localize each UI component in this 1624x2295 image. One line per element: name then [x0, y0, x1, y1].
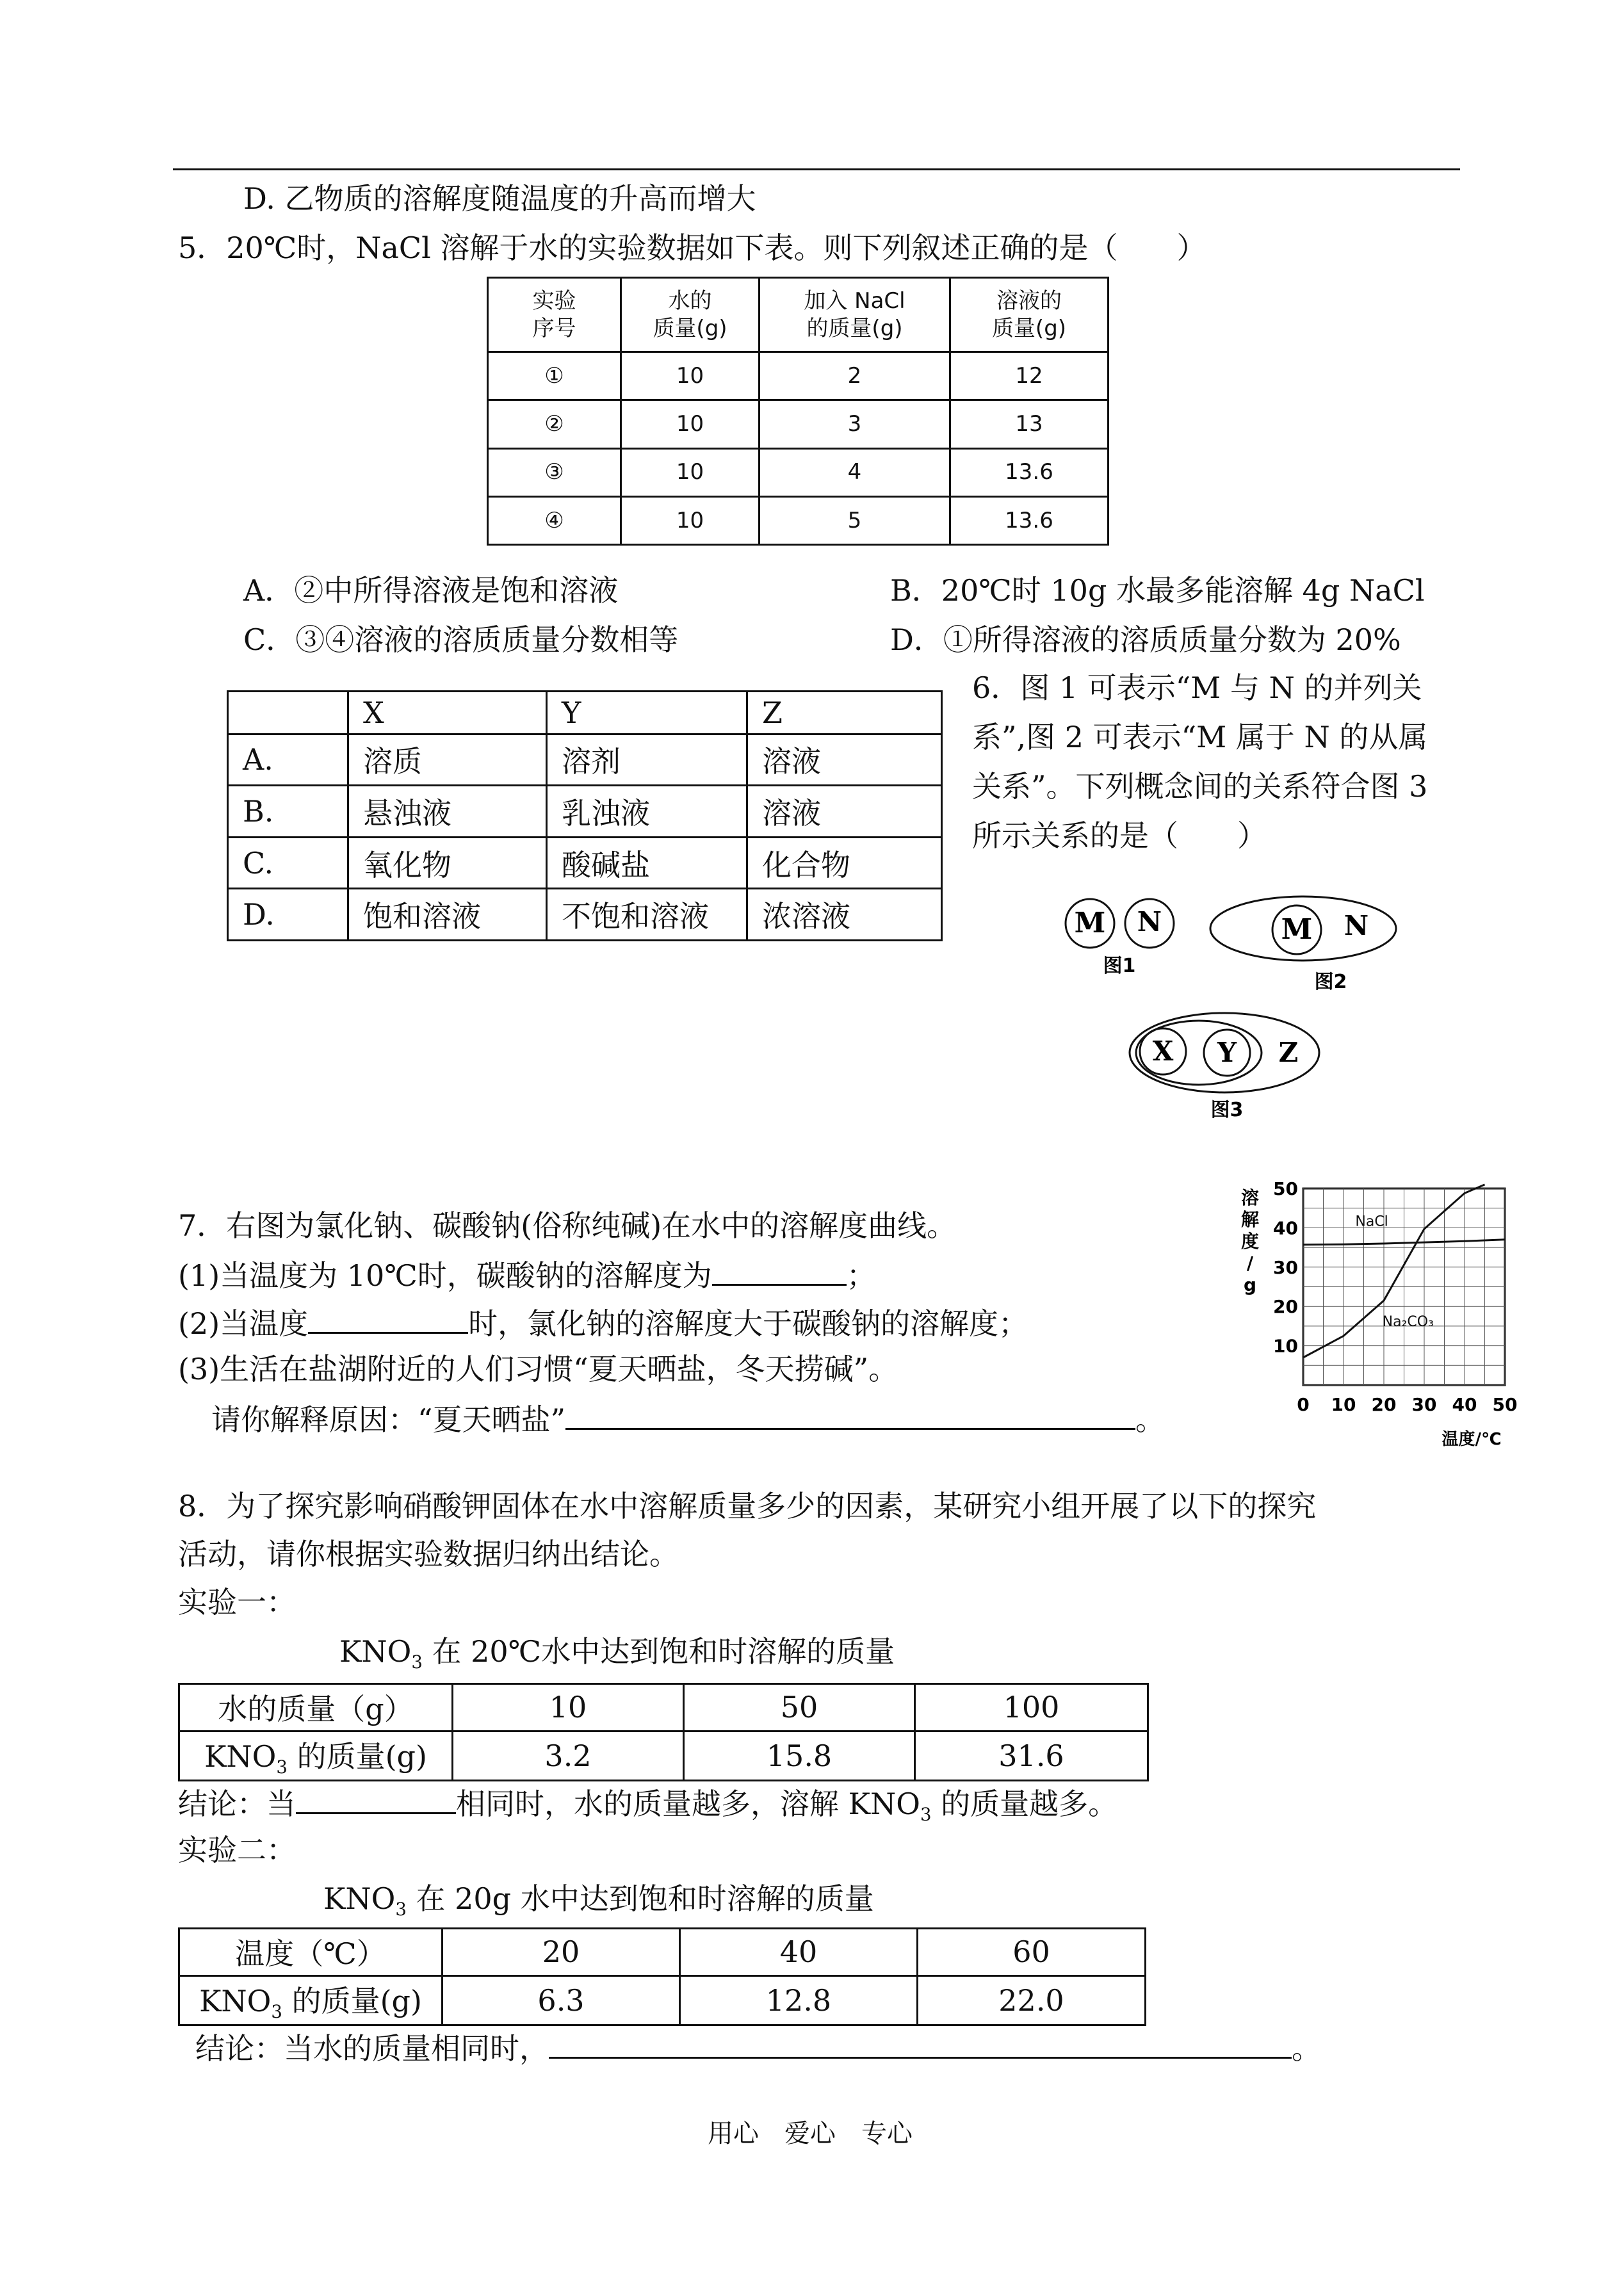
exp1-cell: 31.6 — [915, 1731, 1148, 1780]
q6-cell: 溶液 — [747, 734, 942, 786]
q5-table — [487, 277, 1109, 546]
q5-option-b[interactable]: B．20℃时 10g 水最多能溶解 4g NaCl — [890, 573, 1425, 608]
q8-exp1-conclusion — [178, 1784, 1117, 1825]
q6-figures — [1050, 884, 1498, 1140]
exp2-cell: 20 — [443, 1929, 680, 1976]
q6-cell: 溶剂 — [547, 734, 747, 786]
q5-option-d[interactable]: D．①所得溶液的溶质质量分数为 20% — [890, 622, 1401, 657]
series-line-na2co3 — [1303, 1185, 1485, 1358]
header-rule — [173, 168, 1460, 170]
x-tick-label: 0 — [1297, 1394, 1310, 1415]
q6-cell: 化合物 — [747, 837, 942, 889]
concl-text: 的质量越多。 — [931, 1787, 1118, 1821]
q7-p1-text: (1)当温度为 10℃时，碳酸钠的溶解度为 — [178, 1258, 712, 1293]
q5-cell: ① — [488, 352, 621, 400]
q6-cell: C. — [228, 837, 348, 889]
exp2-row-label — [179, 1975, 443, 2025]
q7-answer-blank-3[interactable] — [565, 1400, 1135, 1430]
q5-header: 加入 NaCl 的质量(g) — [759, 278, 950, 352]
q7-part-3: (3)生活在盐湖附近的人们习惯“夏天晒盐，冬天捞碱”。 — [178, 1352, 898, 1386]
q6-stem-line: 关系”。下列概念间的关系符合图 3 — [972, 769, 1428, 804]
figure-2 — [1210, 896, 1396, 993]
exp2-row-label: 温度（℃） — [179, 1929, 443, 1976]
label-text: 的质量(g) — [287, 1739, 427, 1774]
chart-ylabel: 溶解度/ g — [1240, 1187, 1260, 1295]
q6-header — [228, 692, 348, 734]
q5-cell: ② — [488, 400, 621, 448]
q5-cell: 13 — [950, 400, 1108, 448]
q5-stem: 5．20℃时，NaCl 溶解于水的实验数据如下表。则下列叙述正确的是（ ） — [178, 231, 1206, 265]
q8-exp1-label: 实验一： — [178, 1585, 296, 1619]
x-tick-label: 20 — [1371, 1394, 1397, 1415]
q5-cell: 10 — [621, 496, 759, 544]
q7-p1-end: ； — [846, 1258, 876, 1293]
q5-header: 溶液的 质量(g) — [950, 278, 1108, 352]
y-tick-label: 10 — [1273, 1335, 1298, 1357]
exp2-cell: 22.0 — [918, 1975, 1146, 2025]
caption-text: 在 20℃水中达到饱和时溶解的质量 — [422, 1634, 895, 1669]
caption-formula: KNO — [323, 1881, 396, 1916]
q5-cell: 10 — [621, 352, 759, 400]
q5-option-a[interactable]: A．②中所得溶液是饱和溶液 — [243, 573, 619, 608]
q8-answer-blank-2[interactable] — [549, 2029, 1292, 2059]
caption-formula: KNO — [339, 1634, 412, 1669]
q8-exp2-caption — [323, 1881, 874, 1920]
series-label: Na₂CO₃ — [1382, 1313, 1434, 1330]
exp1-cell: 3.2 — [453, 1731, 684, 1780]
q6-stem-line: 系”,图 2 可表示“M 属于 N 的从属 — [972, 720, 1428, 754]
q6-cell: D. — [228, 889, 348, 941]
q7-stem: 7．右图为氯化钠、碳酸钠(俗称纯碱)在水中的溶解度曲线。 — [178, 1208, 957, 1243]
concl-text: 结论：当 — [178, 1787, 296, 1821]
q8-exp2-conclusion — [195, 2029, 1321, 2066]
fig1-n: N — [1137, 906, 1162, 937]
q8-exp2-label: 实验二： — [178, 1833, 296, 1867]
concl-text: 相同时，水的质量越多，溶解 KNO — [456, 1787, 920, 1821]
exp1-row-label: 水的质量（g） — [179, 1684, 453, 1731]
x-tick-label: 10 — [1331, 1394, 1356, 1415]
q7-part-1 — [178, 1256, 876, 1293]
fig1-label: 图1 — [1103, 955, 1136, 977]
exp2-cell: 12.8 — [680, 1975, 918, 2025]
q5-header: 水的 质量(g) — [621, 278, 759, 352]
q6-header: X — [348, 692, 547, 734]
figure-3 — [1130, 1013, 1319, 1121]
q6-stem-line: 6．图 1 可表示“M 与 N 的并列关 — [972, 670, 1422, 705]
q6-table — [227, 690, 943, 941]
q6-cell: 酸碱盐 — [547, 837, 747, 889]
q5-cell: 3 — [759, 400, 950, 448]
q6-cell: 溶质 — [348, 734, 547, 786]
y-tick-label: 30 — [1273, 1256, 1298, 1278]
q7-p4-text: 请你解释原因：“夏天晒盐” — [211, 1402, 566, 1437]
exp2-cell: 6.3 — [443, 1975, 680, 2025]
exp2-cell: 60 — [918, 1929, 1146, 1976]
fig2-m: M — [1281, 913, 1313, 946]
q5-cell: 13.6 — [950, 448, 1108, 496]
chart-xlabel: 温度/℃ — [1441, 1430, 1502, 1449]
q8-exp1-caption — [339, 1634, 895, 1673]
q6-cell: 氧化物 — [348, 837, 547, 889]
exp1-row-label — [179, 1731, 453, 1780]
q4-option-d: D. 乙物质的溶解度随温度的升高而增大 — [243, 181, 756, 216]
q8-exp1-table — [178, 1683, 1149, 1781]
q6-cell: A. — [228, 734, 348, 786]
q5-cell: ③ — [488, 448, 621, 496]
q6-header: Y — [547, 692, 747, 734]
caption-text: 在 20g 水中达到饱和时溶解的质量 — [406, 1881, 874, 1916]
q6-cell: 溶液 — [747, 786, 942, 838]
fig1-m: M — [1074, 907, 1106, 939]
q8-stem-line: 活动，请你根据实验数据归纳出结论。 — [178, 1537, 679, 1571]
fig3-z: Z — [1278, 1037, 1299, 1068]
q6-cell: 乳浊液 — [547, 786, 747, 838]
solubility-chart — [1236, 1177, 1518, 1452]
q7-answer-blank-1[interactable] — [712, 1256, 847, 1286]
q8-stem-line: 8．为了探究影响硝酸钾固体在水中溶解质量多少的因素，某研究小组开展了以下的探究 — [178, 1489, 1317, 1523]
q5-cell: 2 — [759, 352, 950, 400]
subscript: 3 — [411, 1651, 423, 1673]
q5-cell: 4 — [759, 448, 950, 496]
exp2-cell: 40 — [680, 1929, 918, 1976]
y-tick-label: 20 — [1273, 1296, 1298, 1318]
q7-p2-end: 时，氯化钠的溶解度大于碳酸钠的溶解度； — [468, 1306, 1028, 1341]
q6-cell: 悬浊液 — [348, 786, 547, 838]
q5-cell: 12 — [950, 352, 1108, 400]
exp1-cell: 10 — [453, 1684, 684, 1731]
q5-cell: 10 — [621, 400, 759, 448]
chart-grid — [1303, 1188, 1505, 1385]
series-label: NaCl — [1355, 1213, 1388, 1230]
x-tick-label: 40 — [1452, 1394, 1477, 1415]
fig3-x: X — [1152, 1035, 1174, 1067]
fig3-y: Y — [1217, 1037, 1237, 1068]
y-tick-label: 40 — [1273, 1217, 1298, 1239]
fig2-label: 图2 — [1314, 971, 1347, 993]
chart-ticks — [1273, 1178, 1517, 1415]
fig3-label: 图3 — [1210, 1099, 1244, 1121]
subscript: 3 — [920, 1804, 932, 1826]
concl-text: 结论：当水的质量相同时， — [195, 2031, 549, 2066]
exp1-cell: 50 — [684, 1684, 915, 1731]
q7-part-4 — [211, 1400, 1165, 1438]
q7-part-2 — [178, 1304, 1028, 1342]
subscript: 3 — [276, 1756, 288, 1778]
q5-cell: 10 — [621, 448, 759, 496]
exp1-cell: 15.8 — [684, 1731, 915, 1780]
subscript: 3 — [271, 2001, 282, 2023]
label-formula: KNO — [204, 1739, 277, 1774]
q5-cell: 13.6 — [950, 496, 1108, 544]
label-formula: KNO — [199, 1984, 272, 2019]
footer: 用心 爱心 专心 — [708, 2119, 913, 2148]
label-text: 的质量(g) — [282, 1984, 422, 2019]
figure-1 — [1066, 899, 1174, 977]
q7-answer-blank-2[interactable] — [308, 1304, 468, 1334]
q7-p4-end: 。 — [1135, 1402, 1165, 1437]
subscript: 3 — [395, 1899, 407, 1920]
q7-p2-text: (2)当温度 — [178, 1306, 309, 1341]
q6-cell: B. — [228, 786, 348, 838]
q6-cell: 浓溶液 — [747, 889, 942, 941]
fig2-n: N — [1344, 910, 1369, 941]
x-tick-label: 50 — [1492, 1394, 1518, 1415]
q5-cell: 5 — [759, 496, 950, 544]
q6-cell: 不饱和溶液 — [547, 889, 747, 941]
q5-option-c[interactable]: C．③④溶液的溶质质量分数相等 — [243, 622, 679, 657]
q8-answer-blank-1[interactable] — [296, 1784, 456, 1814]
q6-header: Z — [747, 692, 942, 734]
q8-exp2-table — [178, 1927, 1146, 2026]
q5-header: 实验 序号 — [488, 278, 621, 352]
q6-cell: 饱和溶液 — [348, 889, 547, 941]
exp1-cell: 100 — [915, 1684, 1148, 1731]
y-tick-label: 50 — [1273, 1178, 1298, 1199]
x-tick-label: 30 — [1411, 1394, 1437, 1415]
concl-text: 。 — [1292, 2031, 1321, 2066]
q6-stem-line: 所示关系的是（ ） — [972, 818, 1267, 853]
q5-cell: ④ — [488, 496, 621, 544]
